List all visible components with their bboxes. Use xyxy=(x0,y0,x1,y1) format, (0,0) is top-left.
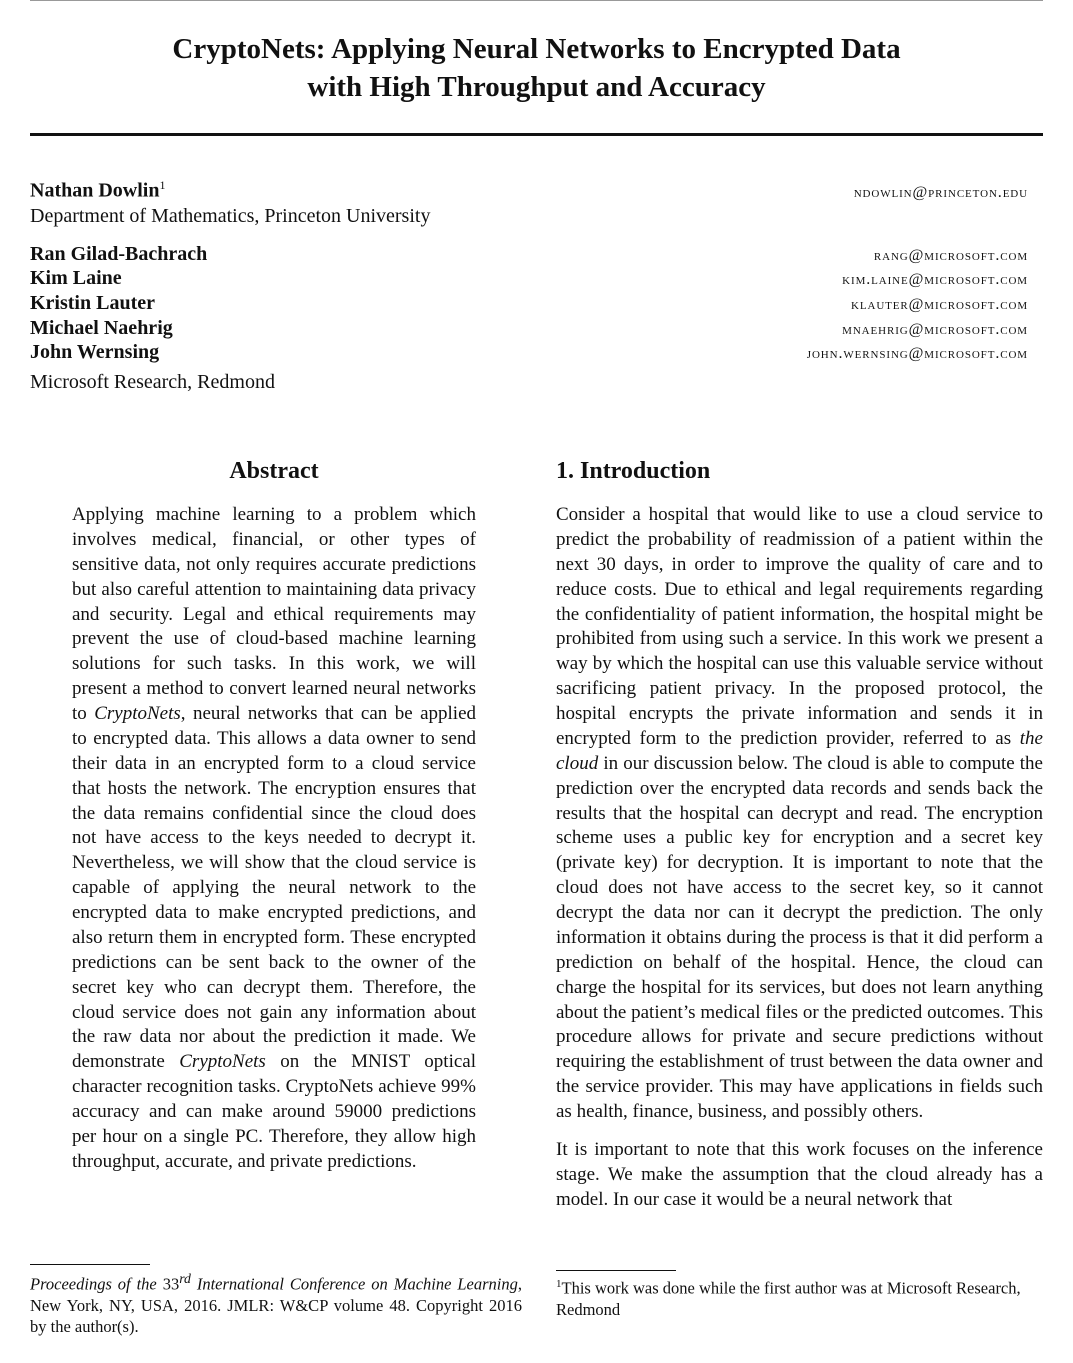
footnote-rule xyxy=(556,1270,676,1271)
author-row xyxy=(30,341,1028,366)
author-name: Kristin Lauter xyxy=(30,292,155,315)
author-row xyxy=(30,317,1028,342)
footnote-mark: 1 xyxy=(556,1278,562,1290)
author-name xyxy=(30,178,165,203)
author-row xyxy=(30,243,1028,268)
author-email: ndowlin@princeton.edu xyxy=(853,183,1028,201)
section-heading: 1. Introduction xyxy=(556,458,711,484)
footnote-text: International Conference on Machine Learning xyxy=(190,1274,518,1294)
author-row xyxy=(30,267,1028,292)
abstract-heading: Abstract xyxy=(229,458,319,484)
paper-title xyxy=(30,30,1043,106)
author-affiliation: Department of Mathematics, Princeton University xyxy=(30,204,431,227)
abstract-body xyxy=(72,503,476,1175)
introduction-body xyxy=(556,503,1043,1213)
abstract-text: predictions per hour on a single PC. Therefore, they allow high throughput, accurate, and private predictions. xyxy=(72,1101,476,1172)
abstract-math: 99% xyxy=(441,1076,476,1098)
intro-paragraph xyxy=(556,503,1043,1125)
intro-text: in our discussion below. The cloud is able to compute the prediction over the encrypted data records and sends back the results that the hospital can decrypt and read. The encryption scheme uses a public key for encryption and a secret key (private key) for decryption. It is important to note that the cloud does not have access to the secret key, so it cannot decrypt the data nor can it decrypt the prediction. The only information it obtains during the process is that it did perform a prediction on behalf of the hospital. Hence, the cloud can charge the hospital for its services, but does not learn anything about the patient’s medical files or the predicted outcomes. This procedure allows for private and secure predictions without requiring the establishment of trust between the data owner and the service provider. This may have applications in fields such as health, finance, business, and possibly others. xyxy=(556,752,1043,1122)
proceedings-footnote xyxy=(30,1268,522,1337)
author-email: mnaehrig@microsoft.com xyxy=(842,320,1028,338)
title-rule xyxy=(30,133,1043,136)
author-block xyxy=(30,178,1028,395)
footnote-math: 33 xyxy=(162,1274,180,1294)
intro-emphasis: the cloud xyxy=(556,727,1043,774)
abstract-paragraph xyxy=(72,503,476,1175)
author-name-text: Nathan Dowlin xyxy=(30,179,160,202)
intro-paragraph: It is important to note that this work focuses on the inference stage. We make the assumption that the cloud already has a model. In our case it would be a neural network that xyxy=(556,1138,1043,1210)
top-rule xyxy=(30,0,1043,1)
footnote-text: Proceedings of the xyxy=(30,1274,163,1294)
abstract-emphasis: CryptoNets xyxy=(94,703,181,724)
author-email: rang@microsoft.com xyxy=(873,246,1028,264)
footnote-rule xyxy=(30,1264,150,1265)
abstract-text: on the MNIST optical character recognition tasks. CryptoNets achieve xyxy=(72,1051,477,1098)
abstract-text: Applying machine learning to a problem which involves medical, financial, or other types of sensitive data, not only requires accurate predictions but also careful attention to maintaining data privacy and security. Legal and ethical requirements may prevent the use of cloud-based machine learning solutions for such tasks. In this work, we will present a method to convert learned neural networks to xyxy=(72,504,476,724)
intro-text: Consider a hospital that would like to use a cloud service to predict the probability of readmission of a patient within the next 30 days, in order to improve the quality of care and to reduce costs. Due to ethical and legal requirements regarding the confidentiality of patient information, the hospital might be prohibited from using such a service. In this work we present a way by which the hospital can use this valuable service without sacrificing patient privacy. In the proposed protocol, the hospital encrypts the private information and sends it in encrypted form to the prediction provider, referred to as xyxy=(556,504,1043,749)
abstract-emphasis: CryptoNets xyxy=(179,1051,266,1073)
abstract-text: accuracy and can make around xyxy=(72,1101,335,1122)
author-row xyxy=(30,292,1028,317)
author-name: Michael Naehrig xyxy=(30,316,173,339)
footnote-text: , New York, NY, USA, 2016. JMLR: W&CP volume 48. Copyright 2016 by the author(s). xyxy=(30,1274,522,1336)
title-line-1: CryptoNets: Applying Neural Networks to Encrypted Data xyxy=(172,33,901,65)
author-email: john.wernsing@microsoft.com xyxy=(806,345,1028,363)
author-email: klauter@microsoft.com xyxy=(851,296,1028,314)
abstract-math: 59000 xyxy=(334,1101,383,1122)
author-name: Kim Laine xyxy=(30,267,122,290)
abstract-text: , neural networks that can be applied to encrypted data. This allows a data owner to send their data in an encrypted form to a cloud service that hosts the network. The encryption ensures that the data remains confidential since the cloud does not have access to the keys needed to decrypt it. Nevertheless, we will show that the cloud service is capable of applying the neural network to the encrypted data to make encrypted predictions, and also return them in encrypted form. These encrypted predictions can be sent back to the owner of the secret key who can decrypt them. Therefore, the cloud service does not gain any information about the raw data nor about the prediction it made. We demonstrate xyxy=(72,703,476,1073)
footnote-text: This work was done while the first author was at Microsoft Research, Redmond xyxy=(556,1278,1021,1319)
title-line-2: with High Throughput and Accuracy xyxy=(307,71,766,103)
author-name: John Wernsing xyxy=(30,341,160,364)
footnote-mark: 1 xyxy=(159,178,166,192)
author-name: Ran Gilad-Bachrach xyxy=(30,242,208,265)
author-footnote xyxy=(556,1274,1043,1320)
author-row xyxy=(30,178,1028,203)
author-affiliation: Microsoft Research, Redmond xyxy=(30,371,275,394)
footnote-sup: rd xyxy=(179,1271,191,1286)
author-email: kim.laine@microsoft.com xyxy=(842,271,1028,289)
